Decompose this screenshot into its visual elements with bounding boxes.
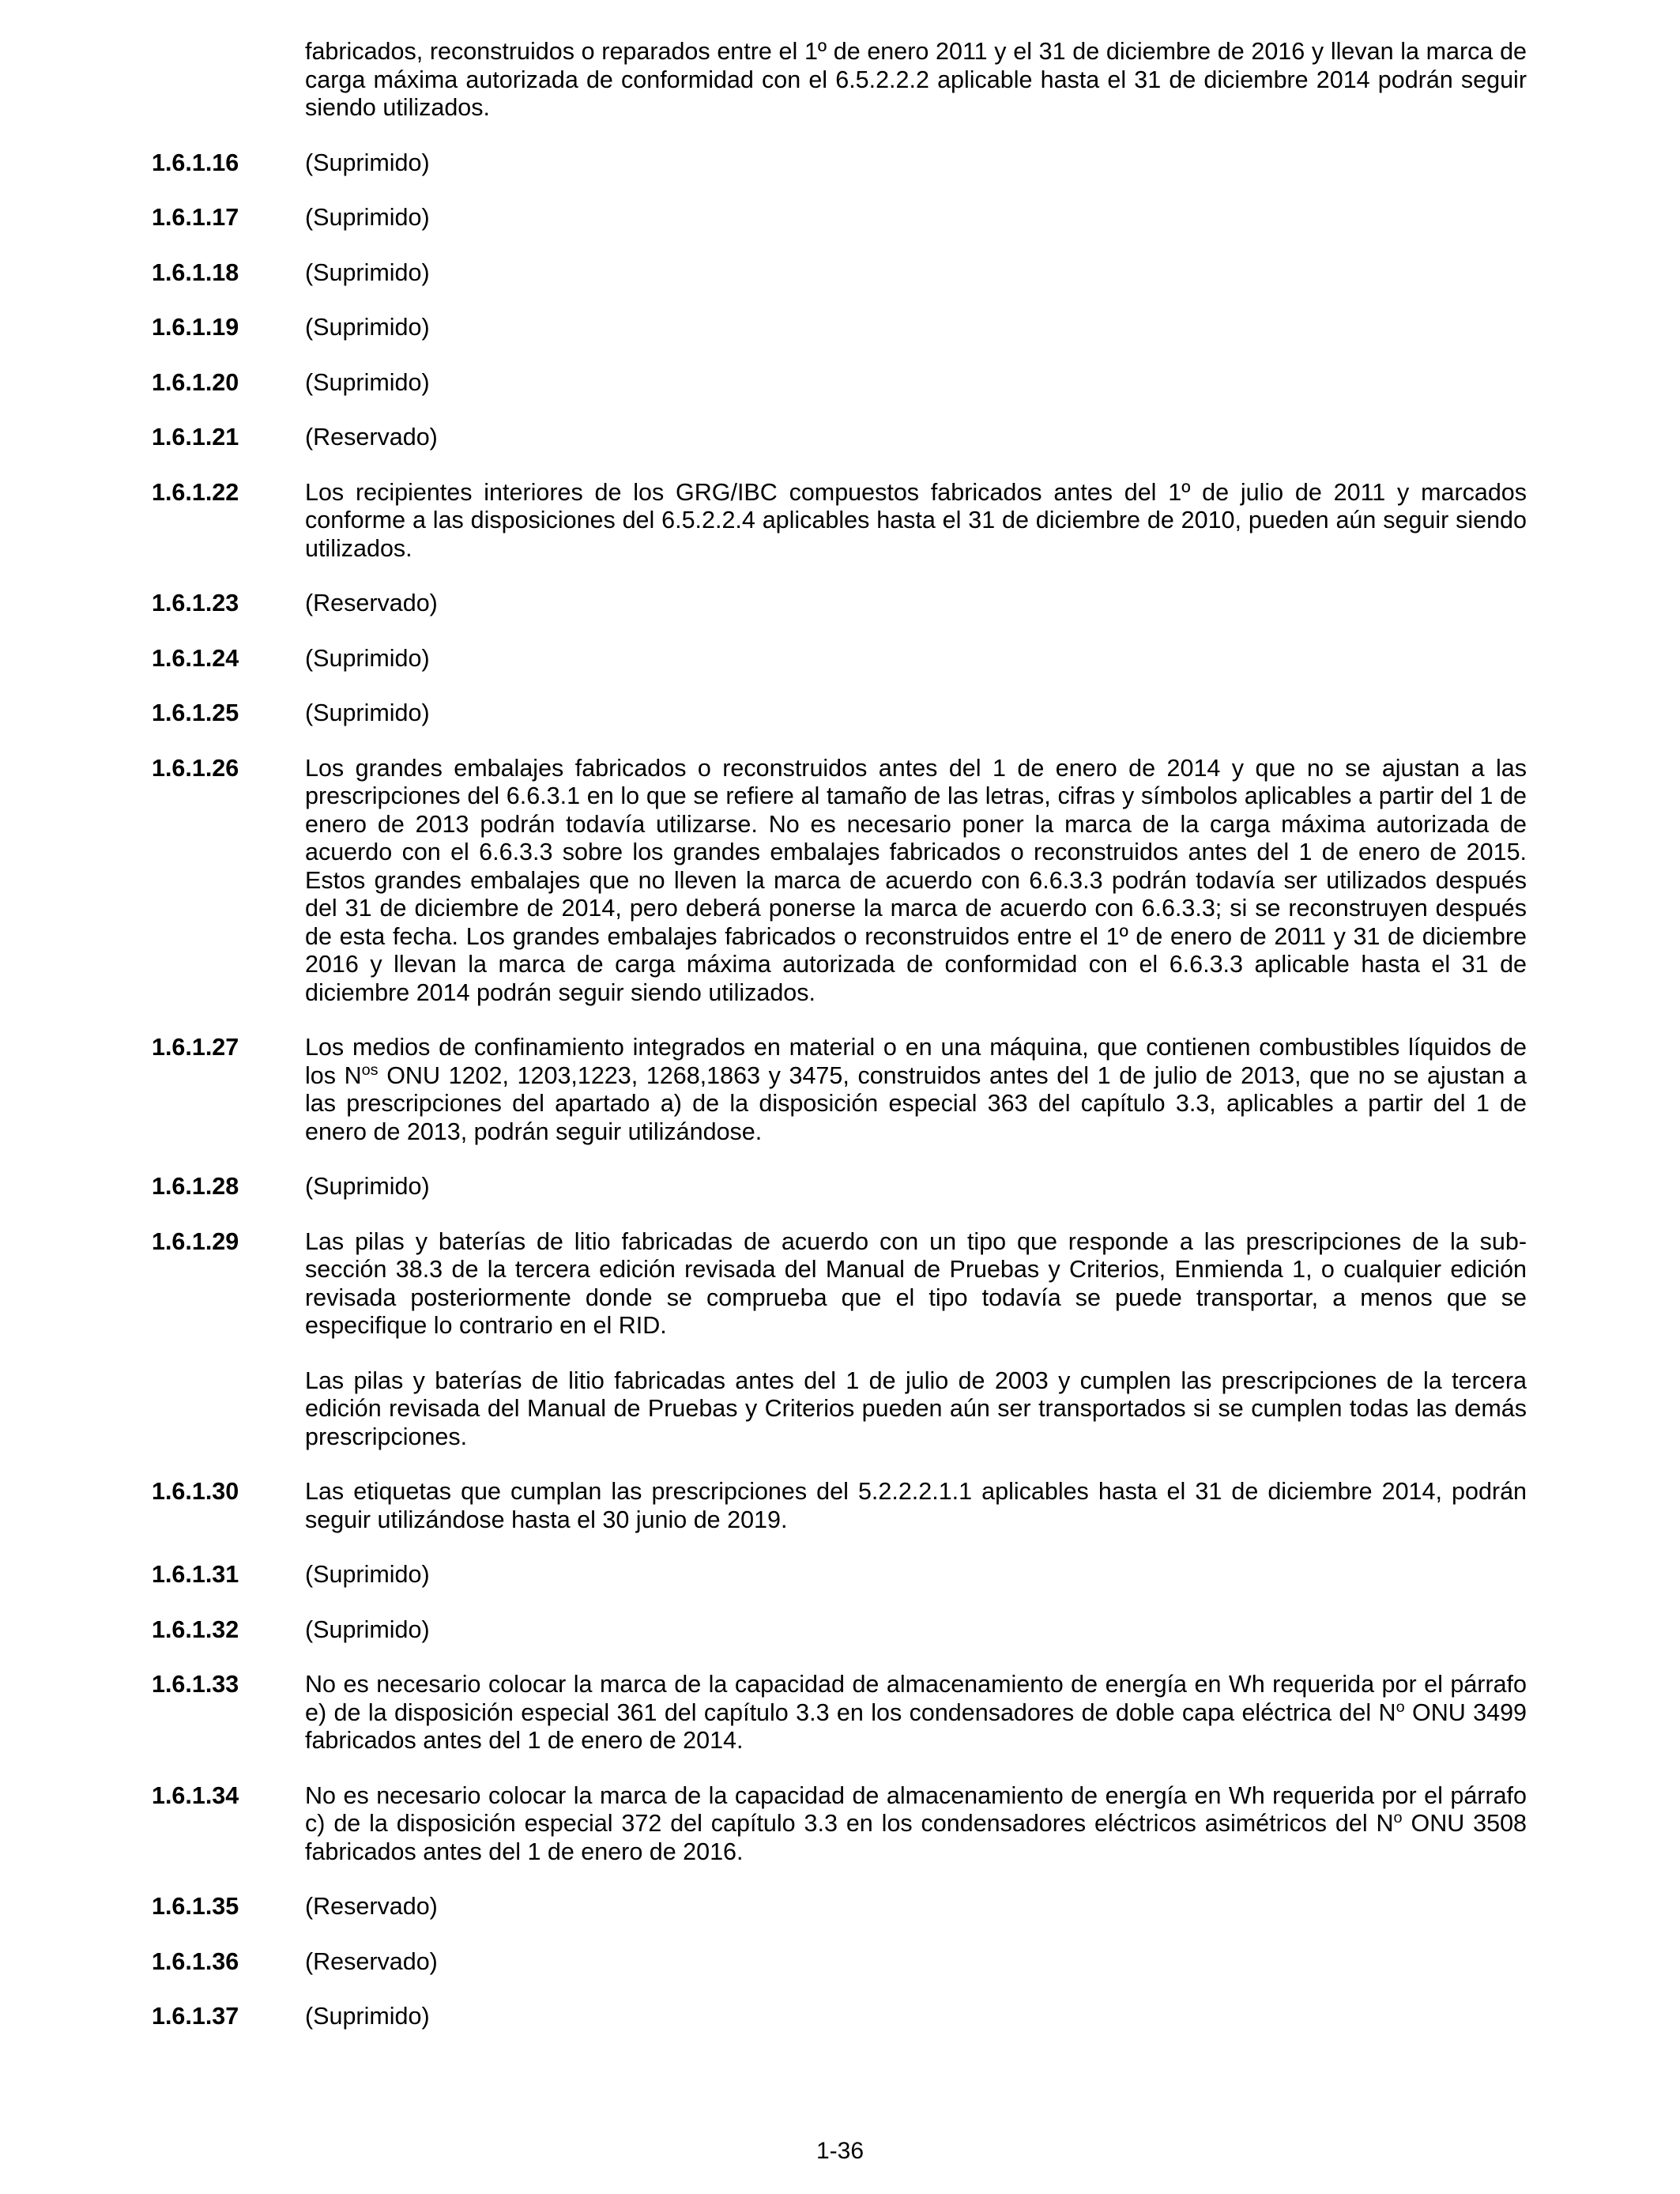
section-text-part: Los medios de confinamiento integrados en material o en una máquina, que contienen combustibles líquidos de los N — [305, 1034, 1527, 1089]
section-1-6-1-31 — [152, 1561, 1527, 1589]
section-number: 1.6.1.33 — [152, 1671, 239, 1698]
section-text: (Suprimido) — [305, 2003, 430, 2030]
continued-paragraph — [152, 38, 1527, 123]
section-text: (Suprimido) — [305, 204, 430, 231]
section-number: 1.6.1.23 — [152, 590, 239, 616]
section-number: 1.6.1.18 — [152, 258, 239, 286]
section-number: 1.6.1.35 — [152, 1893, 239, 1920]
section-text: Los grandes embalajes fabricados o reconstruidos antes del 1 de enero de 2014 y que no se ajustan a las prescripciones del 6.6.3.1 en lo que se refiere al tamaño de las letras, cifras y símbolos aplicables a partir del 1 de enero de 2013 podrán todavía utilizarse. No es necesario poner la marca de la carga máxima autorizada de acuerdo con el 6.6.3.3 sobre los grandes embalajes fabricados o reconstruidos antes del 1 de enero de 2015. Estos grandes embalajes que no lleven la marca de acuerdo con 6.6.3.3 podrán todavía ser utilizados después del 31 de diciembre de 2014, pero deberá ponerse la marca de acuerdo con 6.6.3.3; si se reconstruyen después de esta fecha. Los grandes embalajes fabricados o reconstruidos entre el 1º de enero de 2011 y 31 de diciembre 2016 y llevan la marca de carga máxima autorizada de conformidad con el 6.6.3.3 aplicable hasta el 31 de diciembre 2014 podrán seguir siendo utilizados. — [305, 754, 1527, 1006]
section-1-6-1-25 — [152, 699, 1527, 728]
section-subparagraph: Las pilas y baterías de litio fabricadas antes del 1 de julio de 2003 y cumplen las prescripciones de la tercera edición revisada del Manual de Pruebas y Criterios pueden aún ser transportados si se cumplen todas las demás prescripciones. — [305, 1367, 1527, 1450]
section-1-6-1-24 — [152, 645, 1527, 673]
section-1-6-1-28 — [152, 1173, 1527, 1201]
section-1-6-1-16 — [152, 149, 1527, 178]
section-number: 1.6.1.31 — [152, 1561, 239, 1588]
section-1-6-1-37 — [152, 2003, 1527, 2031]
section-number: 1.6.1.21 — [152, 424, 239, 450]
section-number: 1.6.1.28 — [152, 1173, 239, 1200]
section-1-6-1-27 — [152, 1034, 1527, 1146]
section-text: (Suprimido) — [305, 1561, 430, 1588]
section-number: 1.6.1.27 — [152, 1034, 239, 1061]
section-text — [305, 1034, 1527, 1146]
section-text: (Suprimido) — [305, 258, 430, 286]
section-text: Las etiquetas que cumplan las prescripciones del 5.2.2.2.1.1 aplicables hasta el 31 de diciembre 2014, podrán seguir utilizándose hasta el 30 junio de 2019. — [305, 1478, 1527, 1533]
section-text: (Suprimido) — [305, 368, 430, 396]
section-number: 1.6.1.25 — [152, 699, 239, 726]
section-text: (Suprimido) — [305, 1173, 430, 1200]
section-number: 1.6.1.19 — [152, 314, 239, 341]
section-1-6-1-30 — [152, 1478, 1527, 1534]
superscript: o — [1393, 1808, 1403, 1826]
section-1-6-1-21 — [152, 424, 1527, 452]
section-text: (Reservado) — [305, 424, 438, 450]
section-text: (Suprimido) — [305, 644, 430, 672]
paragraph-text: fabricados, reconstruidos o reparados entre el 1º de enero 2011 y el 31 de diciembre de 2016 y llevan la marca de carga máxima autorizada de conformidad con el 6.5.2.2.2 aplicable hasta el 31 de diciembre 2014 podrán seguir siendo utilizados. — [305, 38, 1527, 121]
section-text: (Reservado) — [305, 1947, 438, 1975]
superscript: o — [1396, 1698, 1405, 1716]
document-body — [152, 38, 1527, 2058]
section-text — [305, 1782, 1527, 1867]
section-number: 1.6.1.17 — [152, 204, 239, 231]
section-1-6-1-34 — [152, 1782, 1527, 1867]
section-1-6-1-20 — [152, 369, 1527, 398]
section-text: Las pilas y baterías de litio fabricadas de acuerdo con un tipo que responde a las prescripciones de la sub-sección 38.3 de la tercera edición revisada del Manual de Pruebas y Criterios, Enmienda 1, o cualquier edición revisada posteriormente donde se comprueba que el tipo todavía se puede transportar, a menos que se especifique lo contrario en el RID. — [305, 1227, 1527, 1339]
section-1-6-1-23 — [152, 590, 1527, 618]
section-number: 1.6.1.37 — [152, 2003, 239, 2030]
section-number: 1.6.1.22 — [152, 478, 239, 506]
section-number: 1.6.1.20 — [152, 368, 239, 396]
section-text-part: ONU 3508 fabricados antes del 1 de enero de 2016. — [305, 1810, 1527, 1865]
section-1-6-1-26 — [152, 755, 1527, 1008]
section-text: (Suprimido) — [305, 1615, 430, 1643]
section-text-part: No es necesario colocar la marca de la capacidad de almacenamiento de energía en Wh requerida por el párrafo e) de la disposición especial 361 del capítulo 3.3 en los condensadores de doble capa eléctrica del N — [305, 1671, 1527, 1726]
section-1-6-1-29 — [152, 1228, 1527, 1452]
section-1-6-1-19 — [152, 314, 1527, 342]
section-1-6-1-33 — [152, 1671, 1527, 1755]
section-1-6-1-18 — [152, 259, 1527, 288]
section-text-part: ONU 1202, 1203,1223, 1268,1863 y 3475, construidos antes del 1 de julio de 2013, que no se ajustan a las prescripciones del apartado a) de la disposición especial 363 del capítulo 3.3, aplicables a partir del 1 de enero de 2013, podrán seguir utilizándose. — [305, 1061, 1527, 1145]
section-text: (Reservado) — [305, 590, 438, 616]
section-text-part: No es necesario colocar la marca de la capacidad de almacenamiento de energía en Wh requerida por el párrafo c) de la disposición especial 372 del capítulo 3.3 en los condensadores eléctricos asimétricos del N — [305, 1781, 1527, 1837]
section-text — [305, 1671, 1527, 1755]
section-text: Los recipientes interiores de los GRG/IBC compuestos fabricados antes del 1º de julio de 2011 y marcados conforme a las disposiciones del 6.5.2.2.4 aplicables hasta el 31 de diciembre de 2010, pueden aún seguir siendo utilizados. — [305, 478, 1527, 562]
section-1-6-1-17 — [152, 204, 1527, 232]
section-text: (Suprimido) — [305, 314, 430, 341]
section-number: 1.6.1.36 — [152, 1947, 239, 1975]
section-1-6-1-35 — [152, 1893, 1527, 1921]
section-number: 1.6.1.32 — [152, 1615, 239, 1643]
section-1-6-1-22 — [152, 479, 1527, 564]
section-number: 1.6.1.26 — [152, 754, 239, 782]
page-number: 1-36 — [816, 2138, 864, 2164]
section-text: (Reservado) — [305, 1893, 438, 1920]
section-text: (Suprimido) — [305, 149, 430, 176]
section-1-6-1-36 — [152, 1948, 1527, 1977]
section-number: 1.6.1.16 — [152, 149, 239, 176]
section-number: 1.6.1.24 — [152, 644, 239, 672]
section-number: 1.6.1.29 — [152, 1227, 239, 1255]
section-text: (Suprimido) — [305, 699, 430, 726]
section-text-part: ONU 3499 fabricados antes del 1 de enero de 2014. — [305, 1698, 1527, 1754]
section-1-6-1-32 — [152, 1616, 1527, 1645]
section-number: 1.6.1.34 — [152, 1781, 239, 1809]
superscript: os — [361, 1061, 379, 1079]
section-number: 1.6.1.30 — [152, 1478, 239, 1505]
